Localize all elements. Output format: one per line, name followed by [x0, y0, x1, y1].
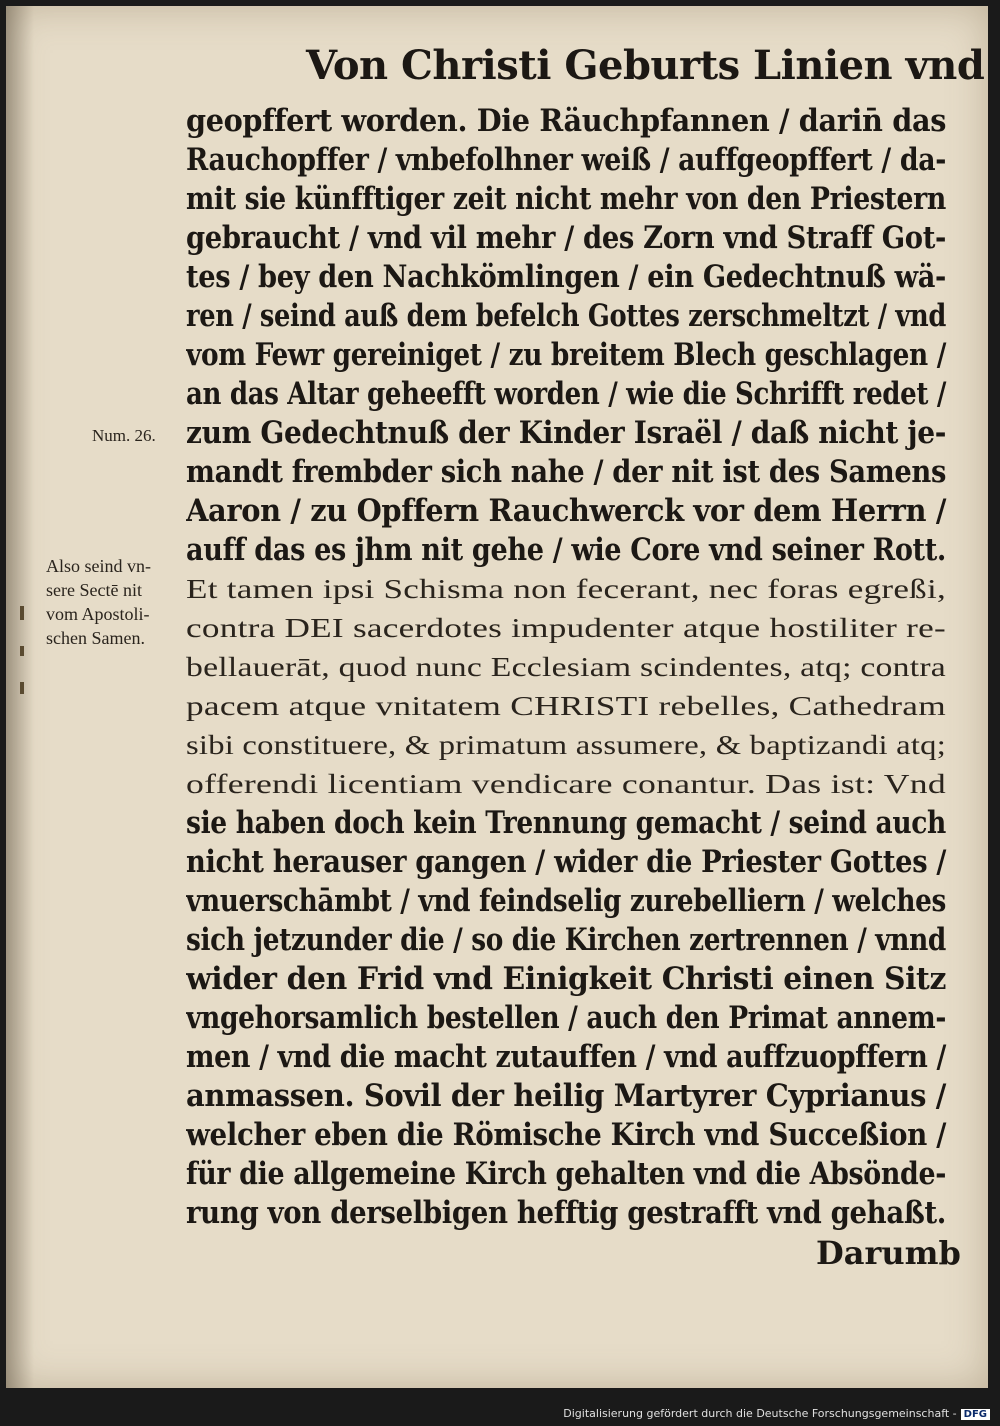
margin-note-line: sere Sectē nit — [46, 580, 142, 600]
text-line: mit sie künfftiger zeit nicht mehr von den Priestern — [186, 181, 946, 217]
text-line: sibi constituere, & primatum assumere, & baptizandi atq; — [186, 730, 946, 760]
page-speck — [20, 646, 24, 656]
margin-reference: Num. 26. — [92, 426, 156, 445]
page-speck — [20, 606, 24, 620]
text-line: offerendi licentiam vendicare conantur. Das ist: Vnd — [186, 769, 946, 799]
text-line: Et tamen ipsi Schisma non fecerant, nec foras egreßi, — [186, 574, 946, 604]
text-line: vom Fewr gereiniget / zu breitem Blech geschlagen / — [186, 337, 946, 373]
page-speck — [20, 682, 24, 694]
text-line: auff das es jhm nit gehe / wie Core vnd seiner Rott. — [186, 532, 946, 568]
text-line: gebraucht / vnd vil mehr / des Zorn vnd Straff Got- — [186, 220, 946, 256]
margin-note-line: schen Samen. — [46, 628, 145, 648]
dfg-logo: DFG — [961, 1409, 990, 1420]
text-line: vngehorsamlich bestellen / auch den Primat annem- — [186, 1000, 946, 1036]
text-line: sich jetzunder die / so die Kirchen zertrennen / vnnd — [186, 922, 946, 958]
catchword: Darumb — [816, 1234, 961, 1272]
text-line: men / vnd die macht zutauffen / vnd auffzuopffern / — [186, 1039, 946, 1075]
text-line: vnuerschāmbt / vnd feindselig zurebelliern / welches — [186, 883, 946, 919]
text-line: rung von derselbigen hefftig gestrafft vnd gehaßt. — [186, 1195, 946, 1231]
text-line: wider den Frid vnd Einigkeit Christi einen Sitz — [186, 961, 946, 997]
text-line: nicht herauser gangen / wider die Priester Gottes / — [186, 844, 946, 880]
text-line: für die allgemeine Kirch gehalten vnd die Absönde- — [186, 1156, 946, 1192]
page-gutter-shadow — [6, 6, 34, 1388]
digitization-footer — [563, 1407, 990, 1420]
text-line: tes / bey den Nachkömlingen / ein Gedechtnuß wä- — [186, 259, 946, 295]
text-line: mandt frembder sich nahe / der nit ist des Samens — [186, 454, 946, 490]
running-head: Von Christi Geburts Linien vnd — [306, 42, 985, 89]
text-line: sie haben doch kein Trennung gemacht / seind auch — [186, 805, 946, 841]
text-line: pacem atque vnitatem CHRISTI rebelles, Cathedram — [186, 691, 946, 721]
text-line: anmassen. Sovil der heilig Martyrer Cyprianus / — [186, 1078, 946, 1114]
body-text — [186, 102, 956, 1233]
text-line: an das Altar geheefft worden / wie die Schrifft redet / — [186, 376, 946, 412]
margin-note — [46, 554, 182, 650]
book-page — [6, 6, 988, 1388]
text-line: bellauerāt, quod nunc Ecclesiam scindentes, atq; contra — [186, 652, 946, 682]
text-line: Aaron / zu Opffern Rauchwerck vor dem Herrn / — [186, 493, 946, 529]
text-line: contra DEI sacerdotes impudenter atque hostiliter re- — [186, 613, 946, 643]
margin-note-line: vom Apostoli- — [46, 604, 150, 624]
text-line: geopffert worden. Die Räuchpfannen / darin̄ das — [186, 103, 946, 139]
margin-note-line: Also seind vn- — [46, 556, 151, 576]
text-line: zum Gedechtnuß der Kinder Israël / daß nicht je- — [186, 415, 946, 451]
text-line: Rauchopffer / vnbefolhner weiß / auffgeopffert / da- — [186, 142, 946, 178]
text-line: welcher eben die Römische Kirch vnd Succeßion / — [186, 1117, 946, 1153]
text-line: ren / seind auß dem befelch Gottes zerschmeltzt / vnd — [186, 298, 946, 334]
footer-text: Digitalisierung gefördert durch die Deutsche Forschungsgemeinschaft - — [563, 1407, 957, 1420]
